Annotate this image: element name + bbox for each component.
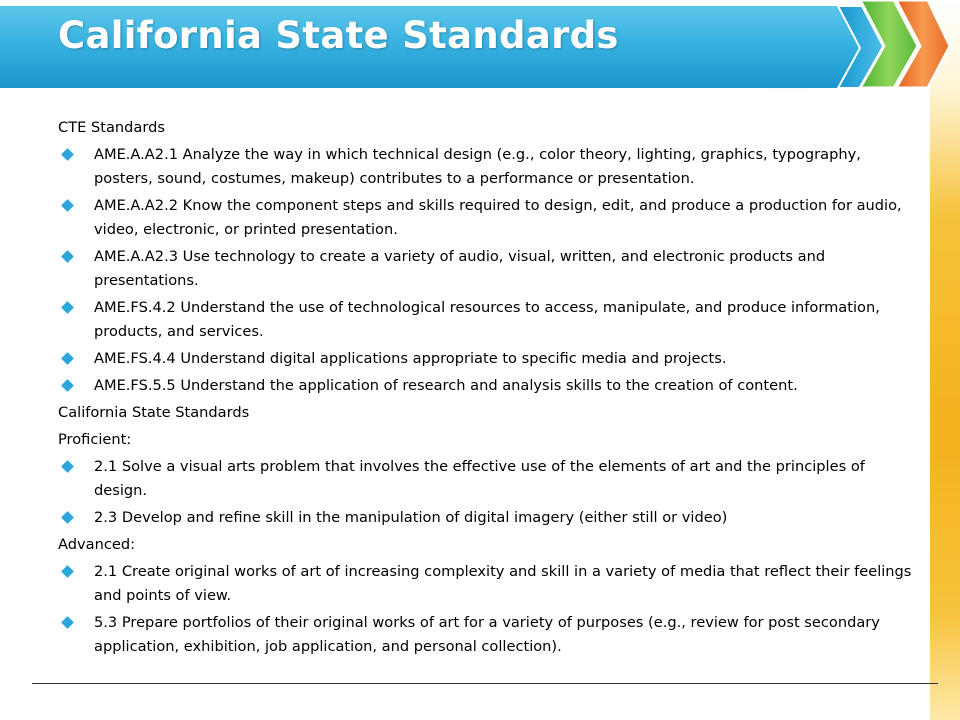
bullet-item [58, 245, 914, 293]
diamond-bullet-icon [61, 250, 74, 263]
bullet-item [58, 560, 914, 608]
bullet-text: 2.3 Develop and refine skill in the manipulation of digital imagery (either still or video) [94, 509, 728, 526]
bullet-text: AME.FS.5.5 Understand the application of research and analysis skills to the creation of content. [94, 377, 798, 394]
slide-content [58, 116, 914, 662]
bullet-item [58, 611, 914, 659]
diamond-bullet-icon [61, 148, 74, 161]
diamond-bullet-icon [61, 301, 74, 314]
bullet-item [58, 143, 914, 191]
bullet-item [58, 455, 914, 503]
bullet-text: 2.1 Create original works of art of increasing complexity and skill in a variety of media that reflect their feelings and points of view. [94, 563, 912, 604]
diamond-bullet-icon [61, 511, 74, 524]
section-heading: CTE Standards [58, 119, 165, 136]
bullet-text: AME.A.A2.2 Know the component steps and skills required to design, edit, and produce a production for audio, video, electronic, or printed presentation. [94, 197, 902, 238]
bullet-text: 5.3 Prepare portfolios of their original works of art for a variety of purposes (e.g., review for post secondary application, exhibition, job application, and personal collection). [94, 614, 880, 655]
diamond-bullet-icon [61, 565, 74, 578]
slide-title: California State Standards [58, 14, 619, 57]
bullet-text: AME.A.A2.1 Analyze the way in which technical design (e.g., color theory, lighting, graphics, typography, posters, sound, costumes, makeup) contributes to a performance or presentation. [94, 146, 861, 187]
section-heading: Proficient: [58, 431, 132, 448]
bullet-item [58, 347, 914, 371]
bullet-text: AME.A.A2.3 Use technology to create a variety of audio, visual, written, and electronic products and presentations. [94, 248, 826, 289]
section-heading: Advanced: [58, 536, 136, 553]
bullet-item [58, 194, 914, 242]
decorative-side-strip [930, 0, 960, 720]
bullet-text: AME.FS.4.4 Understand digital applications appropriate to specific media and projects. [94, 350, 727, 367]
bullet-item [58, 296, 914, 344]
bullet-text: AME.FS.4.2 Understand the use of technological resources to access, manipulate, and produce information, products, and services. [94, 299, 880, 340]
bullet-item [58, 374, 914, 398]
bullet-text: 2.1 Solve a visual arts problem that involves the effective use of the elements of art and the principles of design. [94, 458, 865, 499]
diamond-bullet-icon [61, 460, 74, 473]
bullet-item [58, 506, 914, 530]
diamond-bullet-icon [61, 352, 74, 365]
diamond-bullet-icon [61, 379, 74, 392]
footer-divider [32, 683, 938, 684]
section-heading: California State Standards [58, 404, 250, 421]
diamond-bullet-icon [61, 199, 74, 212]
diamond-bullet-icon [61, 616, 74, 629]
